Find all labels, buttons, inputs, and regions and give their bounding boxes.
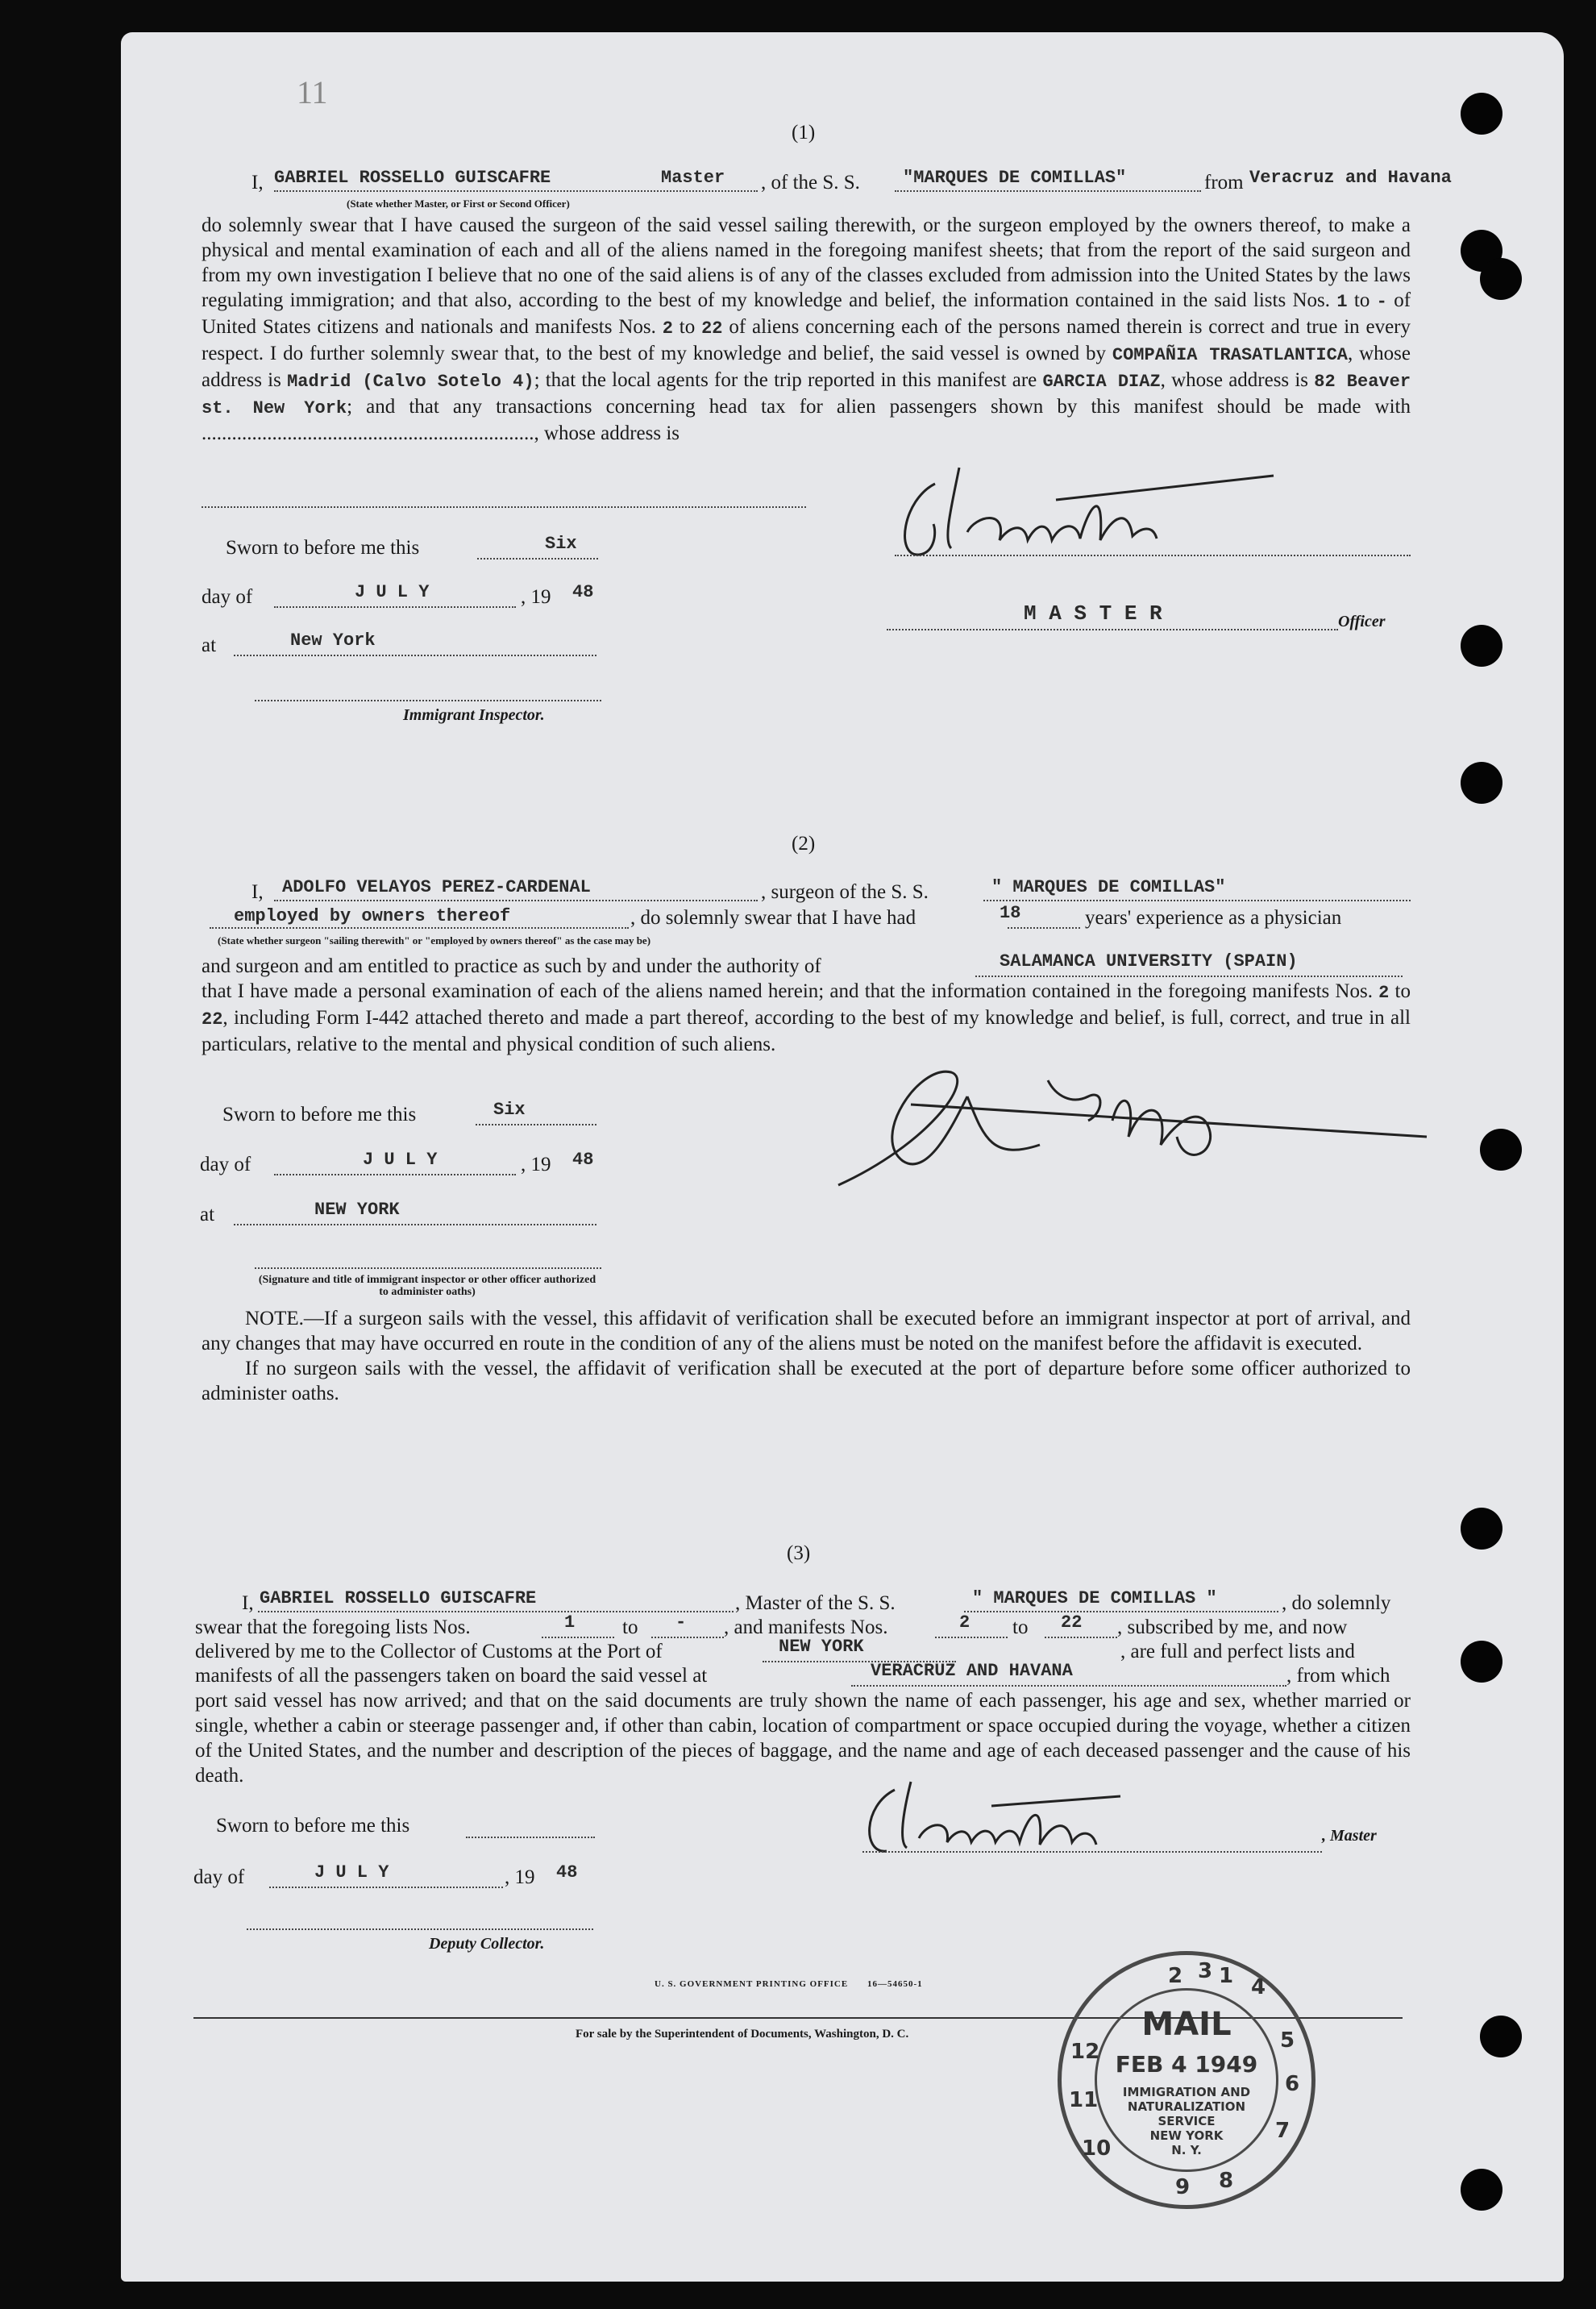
month: J U L Y	[355, 582, 430, 602]
at-label: at	[202, 634, 217, 656]
lists-from: 1	[1336, 292, 1348, 312]
binder-hole	[1480, 1129, 1522, 1171]
gpo-label: U. S. GOVERNMENT PRINTING OFFICE	[655, 1979, 849, 1989]
officer-label: Officer	[1338, 613, 1386, 630]
month: J U L Y	[363, 1150, 438, 1170]
i-prefix: I,	[242, 1592, 254, 1614]
stamp-number: 9	[1174, 2175, 1191, 2199]
section1-body: do solemnly swear that I have caused the surgeon of the said vessel sailing therewith, or the surgeon employed by the owners thereof, to make a physical and mental examination of each and all of the aliens named in the foregoing manifest sheets; that from the report of the said surgeon and from my own investigation I believe that no one of the said aliens is of any of the classes excluded from admission into the United States by the laws regulating immigration; and that also, according to the best of my knowledge and belief, the information contained in the said lists Nos. 1 to - of United States citizens and nationals and manifests Nos. 2 to 22 of aliens concerning each of the persons named therein is correct and true in every respect. I do further solemnly swear that, to the best of my knowledge and belief, the said vessel is owned by COMPAÑIA TRASATLANTICA, whose address is Madrid (Calvo Sotelo 4); that the local agents for the trip reported in this manifest are GARCIA DIAZ, whose address is 82 Beaver st. New York; and that any transactions concerning head tax for alien passengers shown by this manifest should be made with .................................................................., whose address is	[202, 214, 1411, 444]
stamp-number: 11	[1069, 2088, 1099, 2112]
surgeon-signature	[830, 1048, 1443, 1193]
from-label: from	[1204, 172, 1244, 193]
agents-text: that the local agents for the trip reported in this manifest are	[545, 369, 1037, 391]
stamp-date: FEB 4 1949	[1115, 2051, 1258, 2078]
sworn-day: Six	[493, 1100, 526, 1120]
stamp-number: 6	[1284, 2072, 1300, 2096]
stamp-number: 4	[1250, 1975, 1266, 1999]
rank-note: (State whether Master, or First or Second Officer)	[347, 198, 570, 210]
master-signature	[854, 1774, 1338, 1862]
lists-from: 1	[564, 1612, 576, 1633]
vessel-name: "MARQUES DE COMILLAS"	[903, 168, 1127, 188]
to-word: to	[1012, 1616, 1029, 1638]
owner-address-label: , whose address is	[202, 343, 1411, 391]
owner: COMPAÑIA TRASATLANTICA	[1112, 345, 1348, 365]
year-suffix: 48	[572, 1150, 594, 1170]
year-prefix: , 19	[505, 1866, 535, 1888]
stamp-number: 10	[1082, 2136, 1112, 2161]
agents: GARCIA DIAZ	[1042, 372, 1161, 392]
surgeon-of-label: , surgeon of the S. S.	[761, 881, 929, 903]
stamp-number: 2	[1167, 1964, 1183, 1988]
manifests-from: 2	[1378, 983, 1390, 1003]
master-name: GABRIEL ROSSELLO GUISCAFRE	[274, 168, 551, 188]
manifests-to: 22	[202, 1009, 223, 1030]
place: NEW YORK	[314, 1200, 400, 1220]
master-title: M A S T E R	[1024, 601, 1162, 626]
deputy-collector-label: Deputy Collector.	[429, 1935, 545, 1953]
place: New York	[290, 630, 376, 651]
stamp-line: NATURALIZATION	[1127, 2099, 1246, 2114]
headtax-text: ; and that any transactions concerning head tax for alien passengers shown by this manifest should be made with	[347, 396, 1411, 418]
binder-hole	[1461, 93, 1502, 135]
day-of-label: day of	[202, 586, 253, 608]
note-1: NOTE.—If a surgeon sails with the vessel, this affidavit of verification shall be executed before an immigrant inspector at port of arrival, and any changes that may have occurred en route in the condition of any of the aliens must be noted on the manifest before the affidavit is executed.	[202, 1308, 1411, 1354]
body-text: that I have made a personal examination of each of the aliens named herein; and that the information contained in the foregoing manifests Nos.	[202, 980, 1373, 1002]
vessel-name: " MARQUES DE COMILLAS "	[972, 1588, 1217, 1608]
from-ports: Veracruz and Havana	[1249, 168, 1452, 188]
swear-end: , do solemnly	[1282, 1592, 1391, 1614]
sworn-label: Sworn to before me this	[226, 537, 420, 559]
mail-stamp	[1058, 1951, 1315, 2209]
immigrant-inspector-label: Immigrant Inspector.	[403, 706, 545, 724]
section2-body: that I have made a personal examination of each of the aliens named herein; and that the information contained in the foregoing manifests Nos. 2 to 22, including Form I-442 attached thereto and made a part thereof, according to the best of my knowledge and belief, is full, correct, and true in all particulars, relative to the mental and physical condition of such aliens.	[202, 980, 1411, 1055]
stamp-line: IMMIGRATION AND	[1122, 2085, 1251, 2099]
month: J U L Y	[314, 1862, 389, 1883]
of-ss-label: , of the S. S.	[761, 172, 860, 193]
stamp-line: N. Y.	[1171, 2143, 1202, 2157]
headtax-address-label: , whose address is	[534, 422, 680, 444]
delivered-text: delivered by me to the Collector of Customs at the Port of	[195, 1641, 663, 1662]
rank: Master	[661, 168, 725, 188]
binder-hole	[1461, 1641, 1502, 1683]
binder-hole	[1480, 258, 1522, 300]
section-number: (1)	[792, 122, 816, 144]
subscribed-text: , subscribed by me, and now	[1117, 1616, 1348, 1638]
sworn-label: Sworn to before me this	[216, 1815, 410, 1837]
employment-note: (State whether surgeon "sailing therewith" or "employed by owners thereof" as the case may be)	[218, 934, 651, 946]
binder-hole	[1461, 1508, 1502, 1550]
surgeon-name: ADOLFO VELAYOS PEREZ-CARDENAL	[282, 877, 591, 897]
lists-to: -	[675, 1612, 687, 1633]
year-prefix: , 19	[521, 586, 551, 608]
stamp-number: 1	[1218, 1964, 1234, 1988]
stamp-number: 3	[1197, 1959, 1213, 1983]
master-label: , Master	[1322, 1827, 1377, 1845]
mid-text-2: of aliens concerning each of the persons named therein is correct and true in every respect. I do further solemnly swear that, to the best of my knowledge and belief, the said vessel is owned by	[202, 316, 1411, 364]
manifests-text: manifests of all the passengers taken on board the said vessel at	[195, 1665, 708, 1687]
and-manifests-label: , and manifests Nos.	[724, 1616, 888, 1638]
year-suffix: 48	[572, 582, 594, 602]
from-which: , from which	[1286, 1665, 1390, 1687]
mid-text: of United States citizens and nationals and manifests Nos.	[202, 289, 1411, 338]
stamp-line: NEW YORK	[1149, 2128, 1224, 2143]
manifests-to: 22	[1061, 1612, 1083, 1633]
stamp-mail: MAIL	[1141, 2006, 1232, 2043]
vessel-name: " MARQUES DE COMILLAS"	[991, 877, 1226, 897]
stamp-line: SERVICE	[1158, 2114, 1216, 2128]
stamp-number: 8	[1218, 2169, 1234, 2193]
boarding-ports: VERACRUZ AND HAVANA	[871, 1661, 1073, 1681]
note-2: If no surgeon sails with the vessel, the affidavit of verification shall be executed at the port of departure before some officer authorized to administer oaths.	[202, 1358, 1411, 1404]
form-number: 16—54650-1	[867, 1979, 923, 1989]
swear-text: , do solemnly swear that I have had	[630, 907, 916, 929]
stamp-number: 7	[1274, 2119, 1291, 2143]
i-prefix: I,	[251, 881, 264, 903]
sworn-label: Sworn to before me this	[222, 1104, 417, 1125]
body-text-2: , including Form I-442 attached thereto and made a part thereof, according to the best of my knowledge and belief, is full, correct, and true in all particulars, relative to the mental and physical condition of such aliens.	[202, 1007, 1411, 1055]
body-text: port said vessel has now arrived; and that on the said documents are truly shown the name of each passenger, his age and sex, whether married or single, whether a cabin or steerage passenger and, if other than cabin, location of compartment or space occupied during the voyage, whether a citizen of the United States, and the number and description of the pieces of baggage, and the name and age of each deceased passenger and the cause of his death.	[195, 1690, 1411, 1787]
master-of-label: , Master of the S. S.	[735, 1592, 896, 1614]
full-text: , are full and perfect lists and	[1120, 1641, 1355, 1662]
section-number: (3)	[787, 1542, 811, 1564]
sworn-day: Six	[545, 534, 577, 554]
agents-address: 82 Beaver st. New York	[202, 372, 1411, 418]
years-text: years' experience as a physician	[1085, 907, 1342, 929]
section-number: (2)	[792, 833, 816, 855]
employment: employed by owners thereof	[234, 906, 511, 926]
binder-hole	[1480, 2016, 1522, 2057]
day-of-label: day of	[193, 1866, 245, 1888]
binder-hole	[1461, 762, 1502, 804]
sig-note: (Signature and title of immigrant inspector or other officer authorized to administer oaths)	[258, 1274, 596, 1298]
master-name: GABRIEL ROSSELLO GUISCAFRE	[260, 1588, 537, 1608]
owner-address: Madrid (Calvo Sotelo 4)	[287, 372, 534, 392]
day-of-label: day of	[200, 1154, 251, 1175]
at-label: at	[200, 1204, 215, 1225]
year-suffix: 48	[556, 1862, 578, 1883]
manifests-from: 2	[959, 1612, 970, 1633]
manifests-from: 2	[662, 318, 673, 339]
authority: SALAMANCA UNIVERSITY (SPAIN)	[1000, 951, 1298, 971]
authority-text: and surgeon and am entitled to practice as such by and under the authority of	[202, 955, 821, 977]
for-sale-line: For sale by the Superintendent of Documents, Washington, D. C.	[576, 2028, 909, 2041]
years: 18	[1000, 903, 1021, 923]
lists-to: -	[1376, 292, 1387, 312]
binder-hole	[1461, 625, 1502, 667]
note-block	[202, 1306, 1411, 1406]
to-word: to	[622, 1616, 638, 1638]
body-text: do solemnly swear that I have caused the surgeon of the said vessel sailing therewith, or the surgeon employed by the owners thereof, to make a physical and mental examination of each and all of the aliens named in the foregoing manifest sheets; that from the report of the said surgeon and from my own investigation I believe that no one of the said aliens is of any of the classes excluded from admission into the United States by the laws regulating immigration; and that also, according to the best of my knowledge and belief, the information contained in the said lists Nos.	[202, 214, 1411, 311]
i-prefix: I,	[251, 172, 264, 193]
swear-text: swear that the foregoing lists Nos.	[195, 1616, 471, 1638]
corner-mark: 11	[297, 74, 328, 110]
binder-hole	[1461, 2169, 1502, 2211]
port: NEW YORK	[779, 1637, 864, 1657]
manifests-to: 22	[701, 318, 723, 339]
agents-address-label: whose address is	[1171, 369, 1309, 391]
stamp-number: 12	[1070, 2040, 1100, 2064]
master-signature	[887, 451, 1338, 580]
stamp-number: 5	[1279, 2028, 1295, 2053]
year-prefix: , 19	[521, 1154, 551, 1175]
